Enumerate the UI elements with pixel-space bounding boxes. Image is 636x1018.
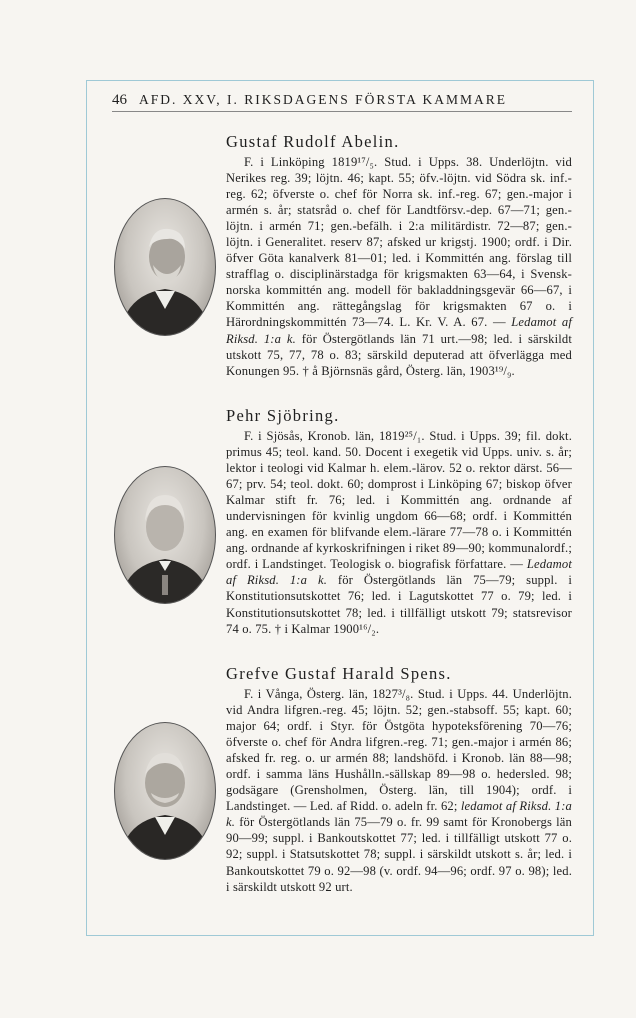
entry-name: Grefve Gustaf Harald Spens.	[226, 664, 452, 683]
portrait-spens-image	[115, 723, 215, 859]
portrait-abelin-image	[115, 199, 215, 335]
entry-abelin	[226, 132, 572, 379]
entry-biography	[226, 686, 572, 895]
entry-name: Pehr Sjöbring.	[226, 406, 340, 425]
portrait-spens	[114, 722, 216, 860]
bio-text: för Östergötlands län 75—79; suppl. i Konstitutionsutskottet 76; led. i Lagutskottet 77 o. 79; led. i Konstitutionsutskottet 78; led. i tillfälligt utskott 79; statsrevisor 74 o. 75. † i Kalmar 1900¹⁶/₂.	[226, 573, 573, 636]
bio-text: för Östergötlands län 75—79 o. fr. 99 samt för Kronobergs län 90—99; suppl. i Bankoutskottet 77; led. i tillfälligt utskott 77 o. 92; suppl. i Statsutskottet 78; suppl. i särskildt utskott s. år; led. i Bankoutskottet 79 o. 92—98 (v. ordf. 94—96; ordf. 97 o. 98); led. i särskildt utskott 92 urt.	[226, 815, 572, 894]
entry-biography	[226, 428, 572, 637]
bio-text: F. i Vånga, Österg. län, 1827³/₈. Stud. i Upps. 44. Underlöjtn. vid Andra lifgren.-reg. 45; löjtn. 52; gen.-stabsoff. 55; kapt. 60; major 64; ordf. i Styr. för Östgöta hypoteksförening 70—76; öfverste o. chef för Andra lifgren.-reg. 71; gen.-major i armén 86; afsked fr. reg. o. ur armén 88; landshöfd. i Kronob. län 88—98; ordf. i samma läns Hushålln.-sällskap 89—98 o. hedersled. 98; godsägare (Grensholmen, Österg. län, till 1904); ordf. i Landstinget. — Led. af Ridd. o. adeln fr. 62;	[226, 687, 572, 814]
bio-italic: Ledamot af Riksd. 1:a k.	[226, 315, 572, 346]
portrait-sjobring	[114, 466, 216, 604]
entry-biography	[226, 154, 572, 379]
bio-italic: ledamot af Riksd. 1:a k.	[226, 799, 572, 830]
page-number: 46	[112, 92, 127, 108]
entry-sjobring	[226, 406, 572, 637]
portrait-abelin	[114, 198, 216, 336]
bio-text: för Östergötlands län 71 urt.—98; led. i särskildt utskott 75, 77, 78 o. 83; särskild deputerad att öfverlägga med Konungen 95. † å Björnsnäs gård, Österg. län, 1903¹⁹/₉.	[226, 331, 572, 378]
bio-italic: Ledamot af Riksd. 1:a k.	[226, 557, 572, 588]
running-title: AFD. XXV, I. RIKSDAGENS FÖRSTA KAMMARE	[139, 92, 507, 107]
entry-name: Gustaf Rudolf Abelin.	[226, 132, 400, 151]
bio-text: F. i Sjösås, Kronob. län, 1819²⁵/₁. Stud. i Upps. 39; fil. dokt. primus 45; teol. kand. 50. Docent i exegetik vid Upps. univ. s. år; lektor i teologi vid Kalmar h. elem.-lärov. 52 o. rektor därst. 56—67; prv. 54; teol. dokt. 60; domprost i Linköping 67; biskop öfver Kalmar stift fr. 76; led. i Kommittén ang. ordnande af undervisningen för kvinlig ungdom 66—68; ordf. i Kommittén ang. en examen för blifvande elem.-lärare 77—78 o. i Kommittén ang. ordnande af kyrkoskrifningen i riket 89—90; kommunalordf.; ordf. i Landstinget. Teologisk o. biografisk författare. —	[226, 429, 572, 572]
entry-spens	[226, 664, 572, 895]
portrait-sjobring-image	[115, 467, 215, 603]
page-header	[112, 92, 572, 112]
bio-text: F. i Linköping 1819¹⁷/₅. Stud. i Upps. 38. Underlöjtn. vid Nerikes reg. 39; löjtn. 46; kapt. 55; öfv.-löjtn. vid Södra sk. inf.-reg. 62; öfverste o. chef för Norra sk. inf.-reg. 67; gen.-major i armén s. år; statsråd o. chef för Landtförsv.-dep. 67—71; gen.-löjtn. i armén 71; gen.-befälh. i 2:a militärdistr. 72—87; gen.-löjtn. i Generalitet. reserv 87; afsked ur krigstj. 1900; ordf. i Dir. öfver Göta kanalverk 81—01; led. i Kommittén ang. förslag till strafflag o. disciplinärstadga för krigsmakten 63—64, i Svensk-norska kommittén ang. modell för bakladdningsgevär 66—67, i Kommittén ang. rättegångslag för krigsmakten 67 o. i Härordningskommittén 73—74. L. Kr. V. A. 67. —	[226, 155, 572, 330]
